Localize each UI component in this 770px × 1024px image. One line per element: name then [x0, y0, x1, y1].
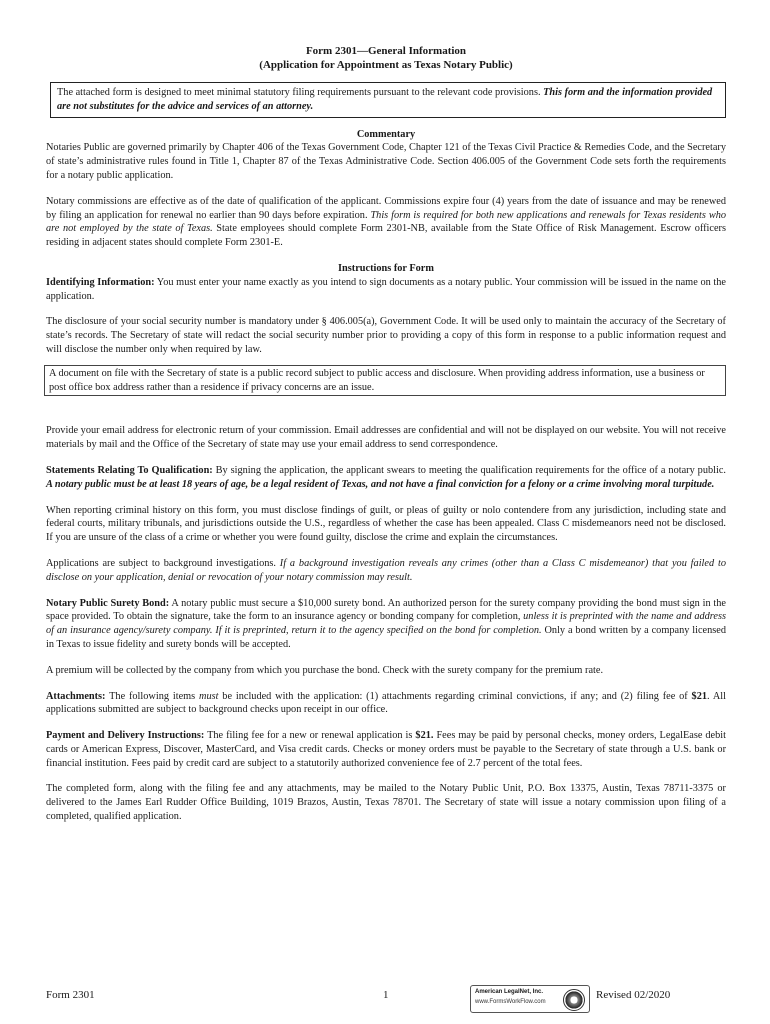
email-paragraph: Provide your email address for electronic return of your commission. Email addresses are confidential and will not be displayed on our website. You will not receive materials by mail and the Office of the Secretary of state may use your email address to send correspondence.: [46, 425, 726, 451]
ssn-paragraph: The disclosure of your social security number is mandatory under § 406.005(a), Government Code. It will be used only to maintain the accuracy of the Secretary of state’s records. The Secretary of state will redact the social security number prior to providing a copy of this form in response to a public information request and will disclose the number only when required by law.: [46, 316, 726, 355]
criminal-history-paragraph: When reporting criminal history on this form, you must disclose findings of guilt, or pleas of guilty or nolo contendere from any jurisdiction, including state and federal courts, military tribunals, and jurisdictions outside the U.S., regardless of whether the case has been appealed. Class C misdemeanors need not be disclosed. If you are unsure of the class of a crime or whether you were found guilty, disclose the crime and explain the circumstances.: [46, 504, 726, 544]
surety-bond-paragraph: Notary Public Surety Bond: A notary public must secure a $10,000 surety bond. An authorized person for the surety company providing the bond must sign in the space provided. To obtain the signature, take the form to an insurance agency or bonding company for completion, unless it is preprinted with the name and address of an insurance agency/surety company. If it is preprinted, return it to the agency specified on the bond for completion. Only a bond written by a company licensed in Texas to issue fidelity and surety bonds will be accepted.: [46, 597, 726, 650]
disclaimer-emphasis: This form and the information provided are not substitutes for the advice and services of an attorney.: [57, 87, 713, 112]
footer-form-number: Form 2301: [46, 989, 95, 1001]
identifying-information-paragraph: Identifying Information: You must enter your name exactly as you intend to sign documents as a notary public. Your commission will be issued in the name on the application.: [46, 276, 726, 302]
disclaimer-box: [50, 82, 726, 118]
page-footer: [46, 985, 726, 1013]
commentary-paragraph-2: Notary commissions are effective as of the date of qualification of the applicant. Commissions expire four (4) years from the date of issuance and may be renewed by filing an application for renewal no earlier than 90 days before expiration. This form is required for both new applications and renewals for Texas residents who are not employed by the state of Texas. State employees should complete Form 2301-NB, available from the State Office of Risk Management. Escrow officers residing in adjacent states should complete Form 2301-E.: [46, 195, 726, 249]
form-subtitle: (Application for Appointment as Texas Notary Public): [259, 59, 513, 71]
background-paragraph: Applications are subject to background investigations. If a background investigation reveals any crimes (other than a Class C misdemeanor) that you failed to disclose on your application, denial or revocation of your notary commission may result.: [46, 557, 726, 583]
public-record-text: A document on file with the Secretary of state is a public record subject to public access and disclosure. When providing address information, use a business or post office box address rather than a residence if privacy concerns are an issue.: [49, 367, 705, 393]
commentary-paragraph-1: Notaries Public are governed primarily by Chapter 406 of the Texas Government Code, Chapter 121 of the Texas Civil Practice & Remedies Code, and the Secretary of state’s administrative rules found in Title 1, Chapter 87 of the Texas Administrative Code. Section 406.005 of the Government Code sets forth the requirements for a notary public application.: [46, 142, 726, 181]
payment-paragraph: Payment and Delivery Instructions: The filing fee for a new or renewal application is $21. Fees may be paid by personal checks, money orders, LegalEase debit cards or American Express, Discover, MasterCard, and Visa credit cards. Checks or money orders must be payable to the Secretary of state through a U.S. bank or financial institution. Fees paid by credit card are subject to a statutorily authorized convenience fee of 2.7 percent of the total fees.: [46, 730, 726, 769]
completed-form-paragraph: The completed form, along with the filing fee and any attachments, may be mailed to the Notary Public Unit, P.O. Box 13375, Austin, Texas 78711-3375 or delivered to the James Earl Rudder Office Building, 1019 Brazos, Austin, Texas 78701. The Secretary of state will issue a notary commission upon filing of a completed, qualified application.: [46, 783, 726, 823]
disclaimer-text: The attached form is designed to meet minimal statutory filing requirements pursuant to the relevant code provisions.: [57, 87, 544, 98]
form-title: Form 2301—General Information: [305, 45, 467, 57]
public-record-box: [44, 365, 726, 397]
qualification-paragraph: Statements Relating To Qualification: By signing the application, the applicant swears to meeting the qualification requirements for the office of a notary public. A notary public must be at least 18 years of age, be a legal resident of Texas, and not have a final conviction for a felony or a crime involving moral turpitude.: [46, 464, 726, 490]
logo-url: www.FormsWorkFlow.com: [475, 999, 546, 1005]
attachments-paragraph: Attachments: The following items must be included with the application: (1) attachments regarding criminal convictions, if any; and (2) filing fee of $21. All applications submitted are subject to background checks upon receipt in our office.: [46, 690, 727, 716]
eagle-emblem-icon: [563, 989, 585, 1011]
footer-revised-date: Revised 02/2020: [596, 989, 671, 1001]
commentary-heading: Commentary: [356, 128, 416, 140]
footer-page-number: 1: [383, 989, 389, 1001]
american-legalnet-logo[interactable]: [470, 985, 590, 1013]
document-page: [46, 44, 726, 836]
logo-company-name: American LegalNet, Inc.: [475, 989, 544, 995]
premium-paragraph: A premium will be collected by the company from which you purchase the bond. Check with the surety company for the premium rate.: [46, 664, 604, 676]
instructions-heading: Instructions for Form: [338, 262, 434, 274]
